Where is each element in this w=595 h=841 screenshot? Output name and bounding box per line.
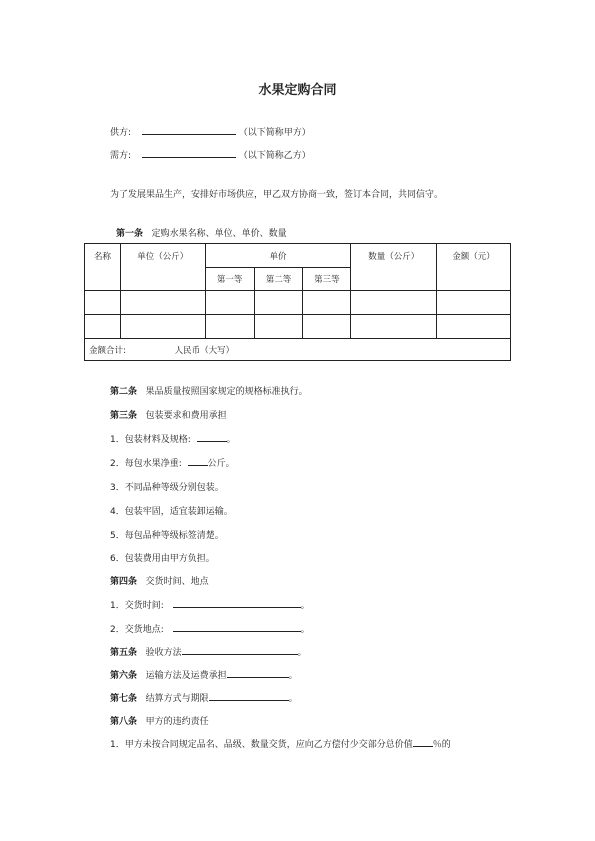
article-6-end: 。 [288,671,298,681]
article-4-text: 交货时间、地点 [145,577,209,587]
pack-item-3: 3．不同品种等级分别包装。 [110,483,224,493]
article-7-end: 。 [288,694,298,704]
supplier-label: 供方: [110,128,132,138]
table-cell[interactable] [303,291,351,315]
col-header-amount: 金额（元） [437,244,511,291]
pack-item-2-end: 公斤。 [207,459,235,469]
col-header-grade-2: 第二等 [254,268,303,291]
supplier-note: （以下简称甲方） [238,128,311,138]
table-row [85,291,511,315]
article-8-label: 第八条 [110,717,138,727]
article-3-text: 包装要求和费用承担 [145,411,227,421]
article-2-text: 果品质量按照国家规定的规格标准执行。 [145,387,308,397]
buyer-note: （以下简称乙方） [238,151,311,161]
breach-item-1-end: ％的 [432,740,451,750]
article-7-blank[interactable] [209,692,289,701]
article-7 [110,691,298,704]
pack-item-6: 6．包装费用由甲方负担。 [110,554,215,564]
supplier-blank[interactable] [142,126,236,135]
order-table [84,243,511,361]
total-cell[interactable] [85,339,511,361]
pack-item-4: 4．包装牢固，适宜装卸运输。 [110,507,233,517]
article-5-text: 验收方法 [145,648,182,658]
pack-item-1-text: 1．包装材料及规格: [110,435,191,445]
article-6-text: 运输方法及运费承担 [145,671,227,681]
article-6-blank[interactable] [227,669,289,678]
article-6-label: 第六条 [110,671,138,681]
delivery-item-2 [110,622,310,635]
table-cell[interactable] [120,315,205,339]
buyer-blank[interactable] [142,149,236,158]
intro-paragraph: 为了发展果品生产，安排好市场供应，甲乙双方协商一致，签订本合同，共同信守。 [110,190,444,200]
article-5-blank[interactable] [182,646,298,655]
article-8 [110,714,209,727]
article-6 [110,668,298,681]
total-rmb-label: 人民币（大写） [174,345,235,356]
pack-item-1 [110,432,236,445]
table-cell[interactable] [351,315,437,339]
table-cell[interactable] [205,315,254,339]
article-2-label: 第二条 [110,387,138,397]
table-cell[interactable] [437,291,511,315]
article-3 [110,408,227,421]
table-cell[interactable] [351,291,437,315]
article-8-text: 甲方的违约责任 [145,717,209,727]
article-7-text: 结算方式与期限 [145,694,209,704]
table-cell[interactable] [85,315,121,339]
col-header-grade-3: 第三等 [303,268,351,291]
col-header-price: 单价 [205,244,351,268]
article-7-label: 第七条 [110,694,138,704]
article-1 [116,226,287,239]
col-header-name: 名称 [85,244,121,291]
breach-item-1 [110,737,451,750]
article-2 [110,384,308,397]
table-cell[interactable] [437,315,511,339]
col-header-grade-1: 第一等 [205,268,254,291]
buyer-line [110,148,311,161]
table-cell[interactable] [85,291,121,315]
pack-item-2 [110,456,235,469]
table-cell[interactable] [254,315,303,339]
table-cell[interactable] [254,291,303,315]
delivery-item-1 [110,598,310,611]
total-label: 金额合计: [89,345,126,356]
col-header-qty: 数量（公斤） [351,244,437,291]
table-cell[interactable] [303,315,351,339]
breach-percent-blank[interactable] [413,738,433,747]
delivery-place-blank[interactable] [173,623,301,632]
buyer-label: 需方: [110,151,132,161]
delivery-time-label: 1．交货时间: [110,601,164,611]
total-row [85,339,511,361]
article-3-label: 第三条 [110,411,138,421]
pack-item-2-text: 2．每包水果净重: [110,459,182,469]
breach-item-1-text: 1．甲方未按合同规定品名、品级、数量交货，应向乙方偿付少交部分总价值 [110,740,413,750]
pack-weight-blank[interactable] [188,457,208,466]
pack-item-5: 5．每包品种等级标签清楚。 [110,531,224,541]
article-5-end: 。 [297,648,307,658]
table-cell[interactable] [120,291,205,315]
delivery-place-label: 2．交货地点: [110,625,164,635]
pack-material-blank[interactable] [197,433,227,442]
article-1-text: 定购水果名称、单位、单价、数量 [151,229,287,239]
article-1-label: 第一条 [116,229,144,239]
article-5-label: 第五条 [110,648,138,658]
delivery-item-1-end: 。 [300,601,310,611]
article-5 [110,645,307,658]
document-title: 水果定购合同 [258,83,337,98]
pack-item-1-end: 。 [226,435,236,445]
delivery-time-blank[interactable] [173,599,301,608]
article-4-label: 第四条 [110,577,138,587]
table-cell[interactable] [205,291,254,315]
supplier-line [110,125,311,138]
delivery-item-2-end: 。 [300,625,310,635]
article-4 [110,574,209,587]
col-header-unit: 单位（公斤） [120,244,205,291]
table-row [85,315,511,339]
